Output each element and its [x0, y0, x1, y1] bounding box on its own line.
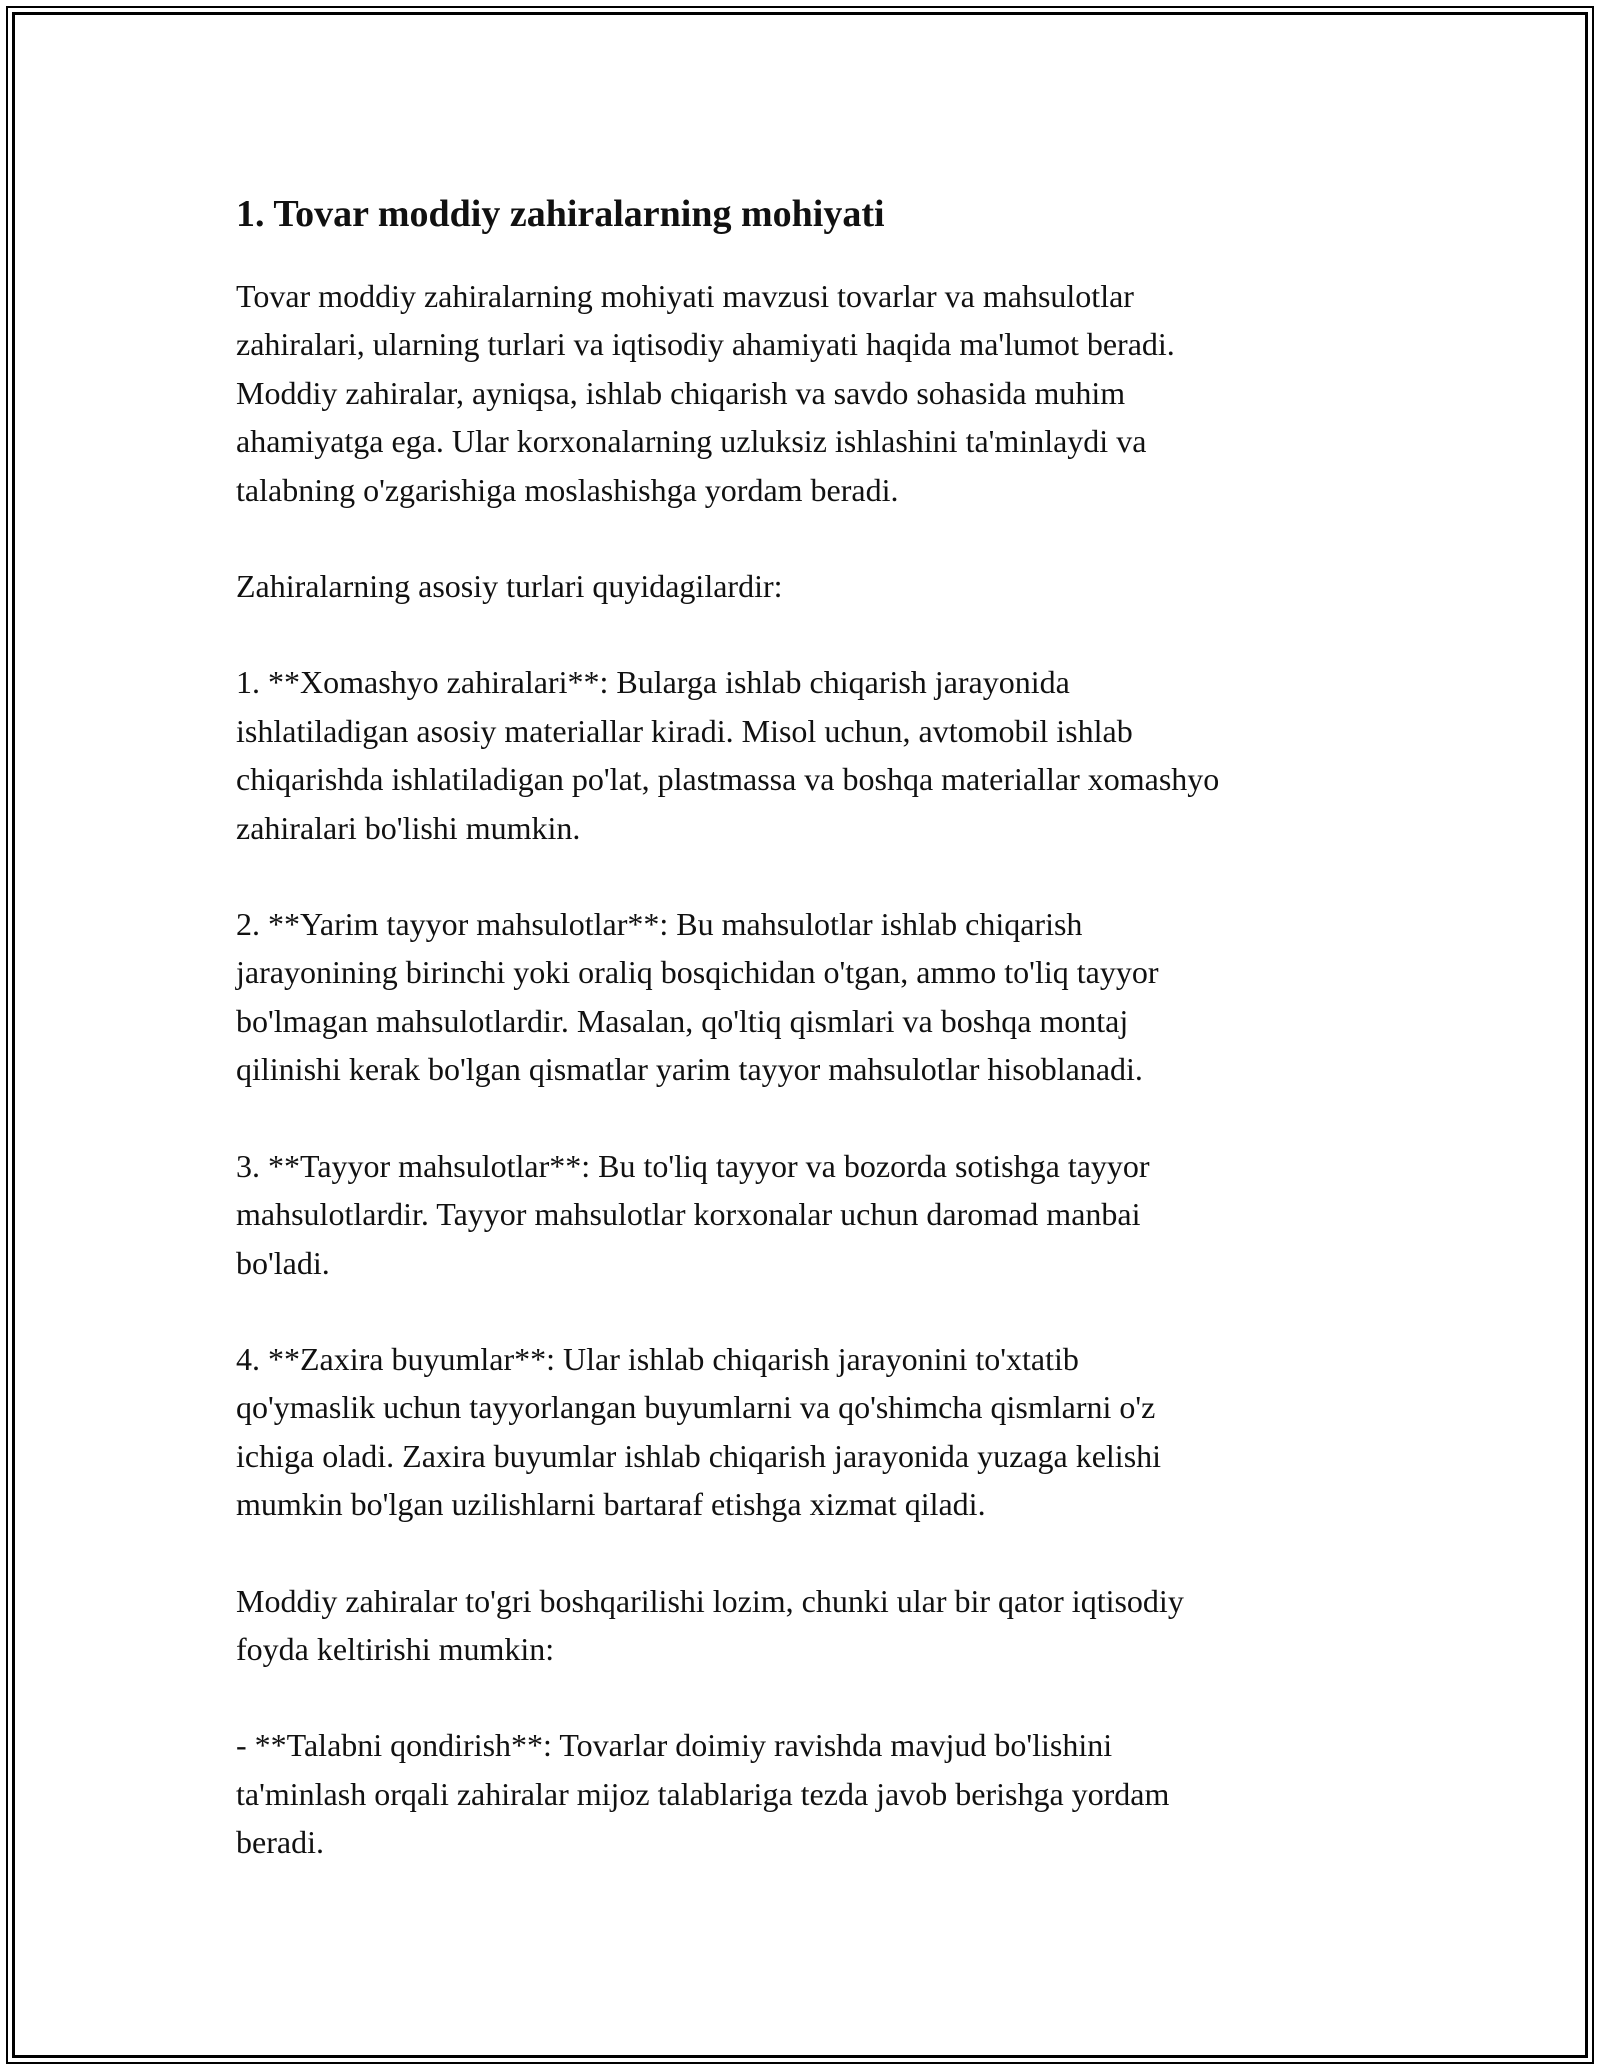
list-item-spare-parts: 4. **Zaxira buyumlar**: Ular ishlab chiqarish jarayonini to'xtatib qo'ymaslik uchun tayyorlangan buyumlarni va qo'shimcha qismlarni o'z ichiga oladi. Zaxira buyumlar ishlab chiqarish jarayonida yuzaga kelishi mumkin bo'lgan uzilishlarni bartaraf etishga xizmat qiladi.: [236, 1340, 1162, 1523]
document-body: [236, 184, 1386, 1915]
bullet-item-demand: - **Talabni qondirish**: Tovarlar doimiy ravishda mavjud bo'lishini ta'minlash orqali zahiralar mijoz talablariga tezda javob berishga yordam beradi.: [236, 1727, 1170, 1861]
benefits-intro-paragraph: Moddiy zahiralar to'gri boshqarilishi lozim, chunki ular bir qator iqtisodiy foyda keltirishi mumkin:: [236, 1582, 1184, 1667]
section-heading: 1. Tovar moddiy zahiralarning mohiyati: [236, 193, 885, 235]
intro-paragraph: Tovar moddiy zahiralarning mohiyati mavzusi tovarlar va mahsulotlar zahiralari, ularning turlari va iqtisodiy ahamiyati haqida ma'lumot beradi. Moddiy zahiralar, ayniqsa, ishlab chiqarish va savdo sohasida muhim ahamiyatga ega. Ular korxonalarning uzluksiz ishlashini ta'minlaydi va talabning o'zgarishiga moslashishga yordam beradi.: [236, 278, 1175, 508]
list-item-finished-products: 3. **Tayyor mahsulotlar**: Bu to'liq tayyor va bozorda sotishga tayyor mahsulotlardir. Tayyor mahsulotlar korxonalar uchun daromad manbai bo'ladi.: [236, 1147, 1150, 1281]
list-item-semi-finished: 2. **Yarim tayyor mahsulotlar**: Bu mahsulotlar ishlab chiqarish jarayonining birinchi yoki oraliq bosqichidan o'tgan, ammo to'liq tayyor bo'lmagan mahsulotlardir. Masalan, qo'ltiq qismlari va boshqa montaj qilinishi kerak bo'lgan qismatlar yarim tayyor mahsulotlar hisoblanadi.: [236, 906, 1159, 1088]
list-item-raw-materials: 1. **Xomashyo zahiralari**: Bularga ishlab chiqarish jarayonida ishlatiladigan asosiy materiallar kiradi. Misol uchun, avtomobil ishlab chiqarishda ishlatiladigan po'lat, plastmassa va boshqa materiallar xomashyo zahiralari bo'lishi mumkin.: [236, 664, 1220, 846]
types-intro-paragraph: Zahiralarning asosiy turlari quyidagilardir:: [236, 568, 783, 605]
